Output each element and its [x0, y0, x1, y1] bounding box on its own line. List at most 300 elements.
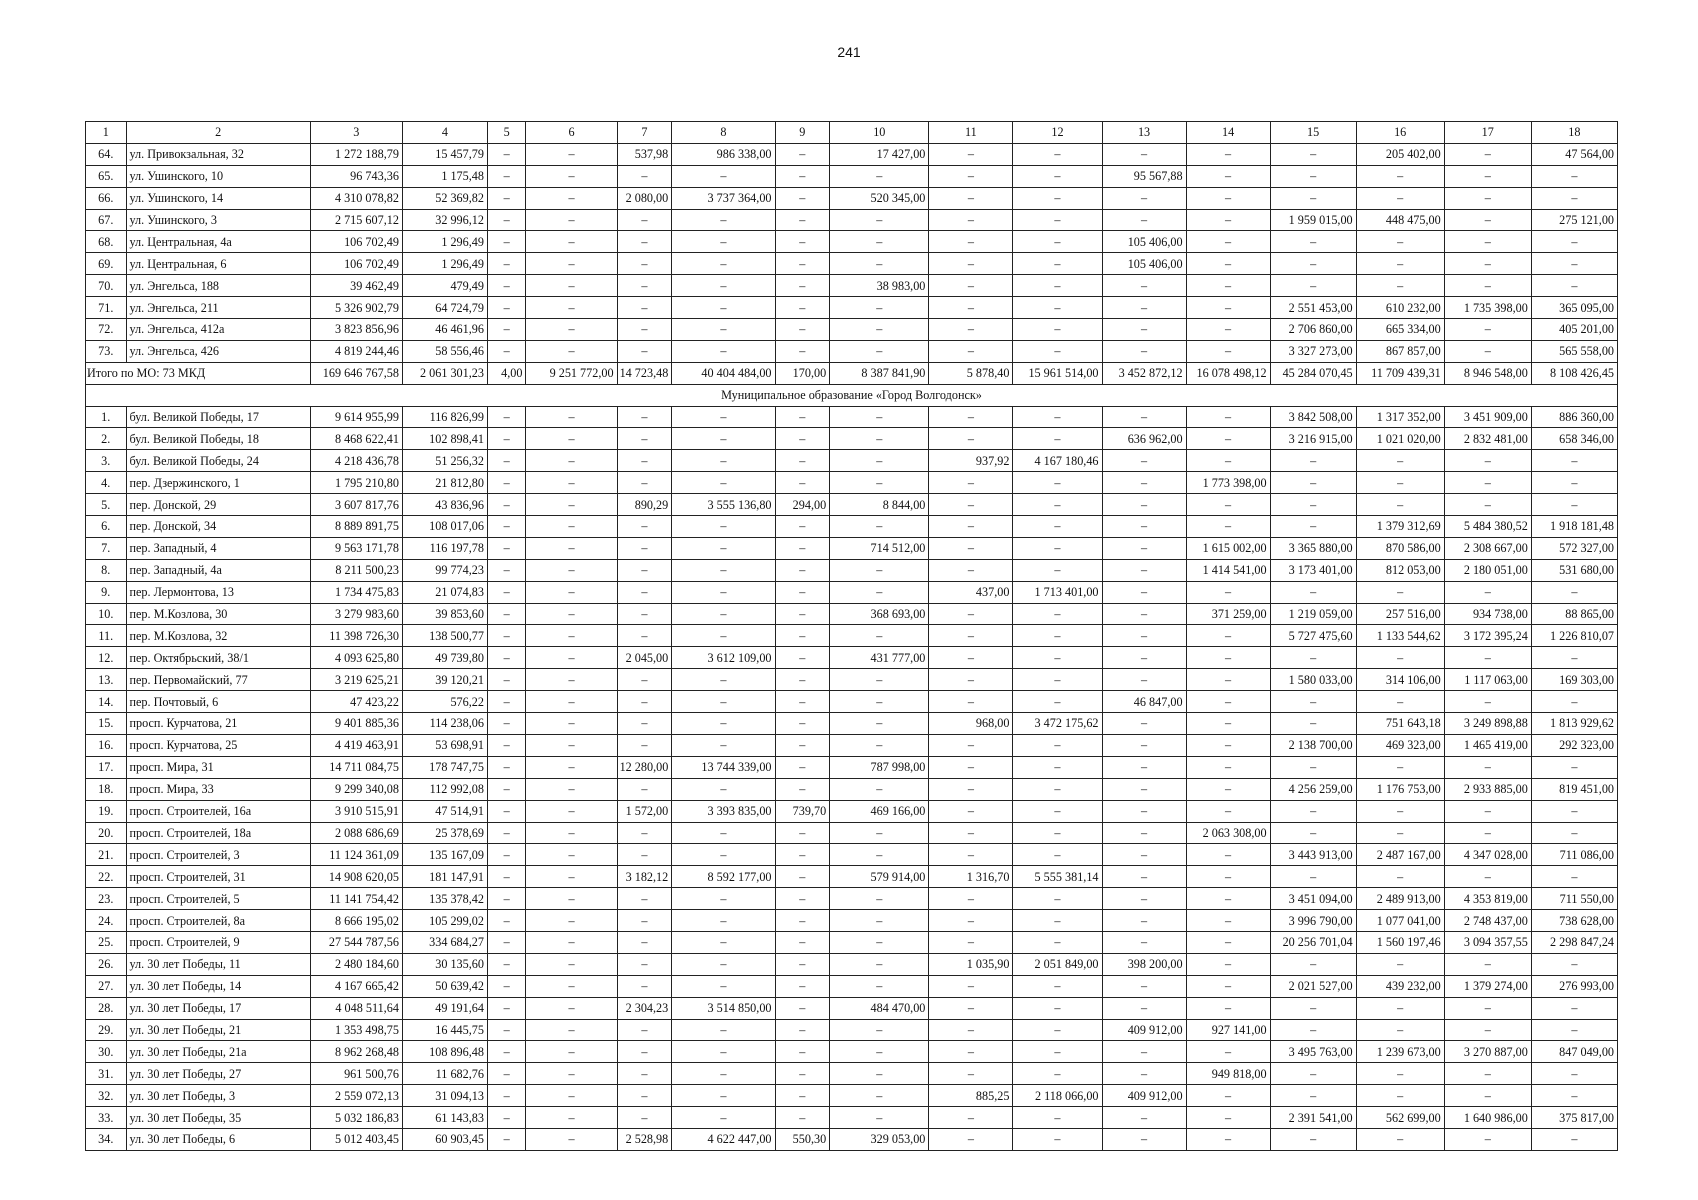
value-cell: –	[775, 975, 830, 997]
value-cell: –	[1186, 319, 1270, 341]
table-row	[86, 1041, 1618, 1063]
value-cell: 1 379 274,00	[1444, 975, 1531, 997]
value-cell: 1 414 541,00	[1186, 559, 1270, 581]
value-cell: –	[1102, 319, 1186, 341]
value-cell: 2 304,23	[617, 997, 672, 1019]
row-number-cell: 15.	[86, 713, 127, 735]
value-cell: –	[487, 647, 525, 669]
table-row	[86, 472, 1618, 494]
row-number-cell: 18.	[86, 778, 127, 800]
value-cell: –	[775, 844, 830, 866]
value-cell: 3 842 508,00	[1270, 406, 1356, 428]
value-cell: –	[1531, 997, 1617, 1019]
total-value-cell: 40 404 484,00	[672, 362, 775, 384]
value-cell: 1 316,70	[929, 866, 1013, 888]
table-row	[86, 713, 1618, 735]
value-cell: –	[1102, 910, 1186, 932]
value-cell: –	[775, 691, 830, 713]
value-cell: –	[775, 516, 830, 538]
row-number-cell: 9.	[86, 581, 127, 603]
value-cell: 112 992,08	[402, 778, 487, 800]
value-cell: 5 484 380,52	[1444, 516, 1531, 538]
value-cell: –	[929, 931, 1013, 953]
table-header-row	[86, 122, 1618, 144]
column-header: 7	[617, 122, 672, 144]
value-cell: –	[672, 844, 775, 866]
row-number-cell: 14.	[86, 691, 127, 713]
value-cell: –	[1356, 275, 1444, 297]
value-cell: 21 074,83	[402, 581, 487, 603]
value-cell: –	[1270, 494, 1356, 516]
value-cell: –	[929, 428, 1013, 450]
row-number-cell: 30.	[86, 1041, 127, 1063]
row-number-cell: 1.	[86, 406, 127, 428]
value-cell: –	[1013, 931, 1102, 953]
value-cell: –	[1186, 581, 1270, 603]
value-cell: 116 197,78	[402, 537, 487, 559]
value-cell: 4 256 259,00	[1270, 778, 1356, 800]
value-cell: 576,22	[402, 691, 487, 713]
value-cell: 867 857,00	[1356, 340, 1444, 362]
value-cell: –	[617, 516, 672, 538]
value-cell: –	[526, 319, 617, 341]
value-cell: 12 280,00	[617, 756, 672, 778]
value-cell: 11 682,76	[402, 1063, 487, 1085]
value-cell: –	[775, 1107, 830, 1129]
value-cell: 314 106,00	[1356, 669, 1444, 691]
value-cell: –	[1013, 997, 1102, 1019]
value-cell: –	[1444, 1128, 1531, 1150]
value-cell: –	[830, 888, 929, 910]
value-cell: –	[1531, 275, 1617, 297]
value-cell: –	[526, 1107, 617, 1129]
value-cell: 2 551 453,00	[1270, 297, 1356, 319]
value-cell: –	[929, 669, 1013, 691]
value-cell: 3 495 763,00	[1270, 1041, 1356, 1063]
value-cell: –	[775, 647, 830, 669]
value-cell: 114 238,06	[402, 713, 487, 735]
value-cell: –	[1270, 472, 1356, 494]
value-cell: –	[526, 778, 617, 800]
value-cell: 38 983,00	[830, 275, 929, 297]
value-cell: 116 826,99	[402, 406, 487, 428]
value-cell: –	[487, 734, 525, 756]
value-cell: 49 739,80	[402, 647, 487, 669]
value-cell: –	[1186, 756, 1270, 778]
value-cell: 1 918 181,48	[1531, 516, 1617, 538]
value-cell: –	[1531, 800, 1617, 822]
value-cell: –	[1270, 756, 1356, 778]
total-value-cell: 2 061 301,23	[402, 362, 487, 384]
value-cell: –	[830, 319, 929, 341]
value-cell: –	[487, 822, 525, 844]
value-cell: –	[775, 537, 830, 559]
value-cell: 32 996,12	[402, 209, 487, 231]
value-cell: 2 045,00	[617, 647, 672, 669]
value-cell: –	[1186, 187, 1270, 209]
total-value-cell: 16 078 498,12	[1186, 362, 1270, 384]
value-cell: –	[929, 603, 1013, 625]
row-number-cell: 24.	[86, 910, 127, 932]
value-cell: –	[1102, 1107, 1186, 1129]
address-cell: ул. Ушинского, 3	[126, 209, 310, 231]
value-cell: 3 996 790,00	[1270, 910, 1356, 932]
value-cell: –	[1013, 143, 1102, 165]
value-cell: 8 666 195,02	[310, 910, 402, 932]
value-cell: –	[1444, 209, 1531, 231]
value-cell: –	[487, 165, 525, 187]
value-cell: –	[672, 581, 775, 603]
value-cell: –	[1013, 691, 1102, 713]
table-row	[86, 559, 1618, 581]
value-cell: 1 353 498,75	[310, 1019, 402, 1041]
value-cell: –	[929, 1041, 1013, 1063]
table-row	[86, 778, 1618, 800]
value-cell: 2 933 885,00	[1444, 778, 1531, 800]
value-cell: –	[1270, 866, 1356, 888]
value-cell: –	[929, 340, 1013, 362]
value-cell: 375 817,00	[1531, 1107, 1617, 1129]
value-cell: –	[526, 1128, 617, 1150]
table-row	[86, 537, 1618, 559]
value-cell: 3 219 625,21	[310, 669, 402, 691]
value-cell: –	[1444, 187, 1531, 209]
row-number-cell: 19.	[86, 800, 127, 822]
value-cell: –	[526, 931, 617, 953]
address-cell: просп. Строителей, 5	[126, 888, 310, 910]
address-cell: ул. Ушинского, 10	[126, 165, 310, 187]
value-cell: –	[487, 800, 525, 822]
value-cell: –	[1102, 494, 1186, 516]
total-value-cell: 5 878,40	[929, 362, 1013, 384]
total-value-cell: 169 646 767,58	[310, 362, 402, 384]
value-cell: –	[1102, 143, 1186, 165]
value-cell: 565 558,00	[1531, 340, 1617, 362]
table-row	[86, 143, 1618, 165]
value-cell: –	[1444, 822, 1531, 844]
value-cell: –	[617, 559, 672, 581]
value-cell: –	[1444, 1019, 1531, 1041]
value-cell: 3 451 909,00	[1444, 406, 1531, 428]
value-cell: 1 077 041,00	[1356, 910, 1444, 932]
value-cell: 1 572,00	[617, 800, 672, 822]
table-row	[86, 756, 1618, 778]
value-cell: –	[487, 844, 525, 866]
value-cell: 572 327,00	[1531, 537, 1617, 559]
value-cell: –	[1102, 734, 1186, 756]
value-cell: –	[775, 209, 830, 231]
value-cell: 2 391 541,00	[1270, 1107, 1356, 1129]
address-cell: просп. Мира, 33	[126, 778, 310, 800]
value-cell: 3 327 273,00	[1270, 340, 1356, 362]
column-header: 6	[526, 122, 617, 144]
address-cell: ул. Ушинского, 14	[126, 187, 310, 209]
value-cell: –	[775, 669, 830, 691]
value-cell: 1 773 398,00	[1186, 472, 1270, 494]
column-header: 17	[1444, 122, 1531, 144]
value-cell: –	[775, 275, 830, 297]
value-cell: –	[1356, 1019, 1444, 1041]
value-cell: –	[1013, 559, 1102, 581]
value-cell: –	[526, 1019, 617, 1041]
value-cell: –	[1013, 472, 1102, 494]
value-cell: –	[775, 581, 830, 603]
value-cell: –	[1013, 1041, 1102, 1063]
value-cell: –	[830, 975, 929, 997]
value-cell: 739,70	[775, 800, 830, 822]
table-row	[86, 647, 1618, 669]
table-row	[86, 822, 1618, 844]
total-value-cell: 8 946 548,00	[1444, 362, 1531, 384]
value-cell: –	[672, 428, 775, 450]
table-row	[86, 669, 1618, 691]
value-cell: –	[1186, 975, 1270, 997]
address-cell: пер. Октябрьский, 38/1	[126, 647, 310, 669]
value-cell: –	[672, 559, 775, 581]
table-row	[86, 1107, 1618, 1129]
value-cell: –	[617, 165, 672, 187]
value-cell: –	[526, 625, 617, 647]
table-row	[86, 1019, 1618, 1041]
value-cell: –	[672, 713, 775, 735]
value-cell: –	[1186, 910, 1270, 932]
value-cell: –	[1270, 713, 1356, 735]
value-cell: –	[1444, 340, 1531, 362]
value-cell: –	[487, 997, 525, 1019]
value-cell: 3 451 094,00	[1270, 888, 1356, 910]
value-cell: 53 698,91	[402, 734, 487, 756]
value-cell: –	[1270, 691, 1356, 713]
value-cell: 439 232,00	[1356, 975, 1444, 997]
value-cell: –	[775, 931, 830, 953]
value-cell: 2 080,00	[617, 187, 672, 209]
address-cell: ул. Энгельса, 188	[126, 275, 310, 297]
value-cell: –	[1102, 340, 1186, 362]
value-cell: –	[1270, 143, 1356, 165]
value-cell: 4 622 447,00	[672, 1128, 775, 1150]
value-cell: –	[617, 625, 672, 647]
row-number-cell: 6.	[86, 516, 127, 538]
value-cell: 9 299 340,08	[310, 778, 402, 800]
value-cell: –	[929, 319, 1013, 341]
value-cell: 431 777,00	[830, 647, 929, 669]
value-cell: –	[1531, 866, 1617, 888]
value-cell: –	[775, 910, 830, 932]
value-cell: –	[1356, 800, 1444, 822]
value-cell: –	[487, 581, 525, 603]
value-cell: –	[617, 931, 672, 953]
value-cell: –	[830, 209, 929, 231]
value-cell: –	[929, 1107, 1013, 1129]
value-cell: –	[1013, 340, 1102, 362]
value-cell: 3 823 856,96	[310, 319, 402, 341]
column-header: 8	[672, 122, 775, 144]
value-cell: 469 166,00	[830, 800, 929, 822]
value-cell: –	[1013, 669, 1102, 691]
value-cell: –	[775, 559, 830, 581]
value-cell: –	[1356, 253, 1444, 275]
table-row	[86, 844, 1618, 866]
value-cell: –	[1356, 691, 1444, 713]
value-cell: –	[1356, 1085, 1444, 1107]
value-cell: –	[929, 844, 1013, 866]
value-cell: 1 795 210,80	[310, 472, 402, 494]
value-cell: –	[775, 734, 830, 756]
value-cell: –	[526, 253, 617, 275]
value-cell: –	[487, 713, 525, 735]
value-cell: –	[487, 406, 525, 428]
value-cell: –	[929, 822, 1013, 844]
value-cell: –	[617, 1041, 672, 1063]
address-cell: пер. Почтовый, 6	[126, 691, 310, 713]
value-cell: 2 832 481,00	[1444, 428, 1531, 450]
value-cell: –	[487, 1107, 525, 1129]
value-cell: –	[929, 1019, 1013, 1041]
value-cell: –	[617, 734, 672, 756]
value-cell: 276 993,00	[1531, 975, 1617, 997]
value-cell: 20 256 701,04	[1270, 931, 1356, 953]
value-cell: –	[775, 1063, 830, 1085]
value-cell: –	[929, 625, 1013, 647]
value-cell: –	[1013, 231, 1102, 253]
value-cell: 102 898,41	[402, 428, 487, 450]
row-number-cell: 13.	[86, 669, 127, 691]
value-cell: –	[1102, 559, 1186, 581]
value-cell: 1 813 929,62	[1531, 713, 1617, 735]
value-cell: 4 310 078,82	[310, 187, 402, 209]
value-cell: 405 201,00	[1531, 319, 1617, 341]
value-cell: 1 560 197,46	[1356, 931, 1444, 953]
address-cell: ул. 30 лет Победы, 11	[126, 953, 310, 975]
value-cell: 292 323,00	[1531, 734, 1617, 756]
value-cell: –	[929, 275, 1013, 297]
value-cell: –	[1356, 472, 1444, 494]
value-cell: 8 468 622,41	[310, 428, 402, 450]
value-cell: –	[1186, 625, 1270, 647]
value-cell: –	[1102, 603, 1186, 625]
value-cell: –	[617, 319, 672, 341]
address-cell: пер. Лермонтова, 13	[126, 581, 310, 603]
value-cell: 949 818,00	[1186, 1063, 1270, 1085]
value-cell: –	[617, 1085, 672, 1107]
value-cell: –	[672, 625, 775, 647]
column-header: 15	[1270, 122, 1356, 144]
value-cell: –	[1356, 822, 1444, 844]
value-cell: –	[526, 187, 617, 209]
value-cell: 5 032 186,83	[310, 1107, 402, 1129]
column-header: 10	[830, 122, 929, 144]
value-cell: 15 457,79	[402, 143, 487, 165]
value-cell: –	[775, 625, 830, 647]
value-cell: –	[617, 209, 672, 231]
row-number-cell: 27.	[86, 975, 127, 997]
value-cell: –	[830, 559, 929, 581]
value-cell: –	[1531, 1063, 1617, 1085]
value-cell: 3 270 887,00	[1444, 1041, 1531, 1063]
address-cell: ул. 30 лет Победы, 17	[126, 997, 310, 1019]
value-cell: 8 211 500,23	[310, 559, 402, 581]
value-cell: –	[1186, 866, 1270, 888]
value-cell: 2 528,98	[617, 1128, 672, 1150]
value-cell: –	[617, 406, 672, 428]
value-cell: –	[929, 406, 1013, 428]
value-cell: –	[1444, 691, 1531, 713]
address-cell: ул. 30 лет Победы, 21а	[126, 1041, 310, 1063]
value-cell: 409 912,00	[1102, 1085, 1186, 1107]
row-number-cell: 72.	[86, 319, 127, 341]
value-cell: –	[487, 428, 525, 450]
value-cell: 99 774,23	[402, 559, 487, 581]
table-row	[86, 406, 1618, 428]
value-cell: –	[672, 669, 775, 691]
value-cell: –	[526, 231, 617, 253]
value-cell: –	[526, 450, 617, 472]
value-cell: 5 012 403,45	[310, 1128, 402, 1150]
value-cell: 5 727 475,60	[1270, 625, 1356, 647]
value-cell: 1 959 015,00	[1270, 209, 1356, 231]
value-cell: –	[1186, 778, 1270, 800]
value-cell: –	[929, 691, 1013, 713]
value-cell: 8 844,00	[830, 494, 929, 516]
total-value-cell: 11 709 439,31	[1356, 362, 1444, 384]
value-cell: –	[1186, 844, 1270, 866]
address-cell: бул. Великой Победы, 18	[126, 428, 310, 450]
value-cell: –	[487, 319, 525, 341]
value-cell: –	[775, 997, 830, 1019]
value-cell: –	[775, 319, 830, 341]
address-cell: пер. Первомайский, 77	[126, 669, 310, 691]
value-cell: –	[617, 603, 672, 625]
value-cell: –	[830, 1019, 929, 1041]
total-value-cell: 14 723,48	[617, 362, 672, 384]
value-cell: 3 443 913,00	[1270, 844, 1356, 866]
address-cell: ул. Энгельса, 211	[126, 297, 310, 319]
value-cell: –	[487, 472, 525, 494]
value-cell: 31 094,13	[402, 1085, 487, 1107]
value-cell: –	[830, 253, 929, 275]
value-cell: –	[1013, 516, 1102, 538]
value-cell: –	[487, 516, 525, 538]
value-cell: –	[617, 975, 672, 997]
value-cell: –	[929, 165, 1013, 187]
address-cell: просп. Мира, 31	[126, 756, 310, 778]
column-header: 4	[402, 122, 487, 144]
value-cell: –	[526, 822, 617, 844]
value-cell: –	[1102, 516, 1186, 538]
row-number-cell: 66.	[86, 187, 127, 209]
value-cell: 2 021 527,00	[1270, 975, 1356, 997]
value-cell: 934 738,00	[1444, 603, 1531, 625]
value-cell: 16 445,75	[402, 1019, 487, 1041]
value-cell: –	[487, 537, 525, 559]
value-cell: 4 819 244,46	[310, 340, 402, 362]
value-cell: –	[775, 866, 830, 888]
value-cell: –	[1270, 953, 1356, 975]
value-cell: –	[1102, 997, 1186, 1019]
value-cell: –	[672, 275, 775, 297]
value-cell: –	[929, 253, 1013, 275]
value-cell: 39 120,21	[402, 669, 487, 691]
value-cell: 1 296,49	[402, 231, 487, 253]
value-cell: 3 514 850,00	[672, 997, 775, 1019]
value-cell: 3 472 175,62	[1013, 713, 1102, 735]
value-cell: 3 172 395,24	[1444, 625, 1531, 647]
value-cell: –	[1531, 581, 1617, 603]
row-number-cell: 32.	[86, 1085, 127, 1107]
total-value-cell: 9 251 772,00	[526, 362, 617, 384]
value-cell: –	[775, 888, 830, 910]
value-cell: –	[1531, 756, 1617, 778]
